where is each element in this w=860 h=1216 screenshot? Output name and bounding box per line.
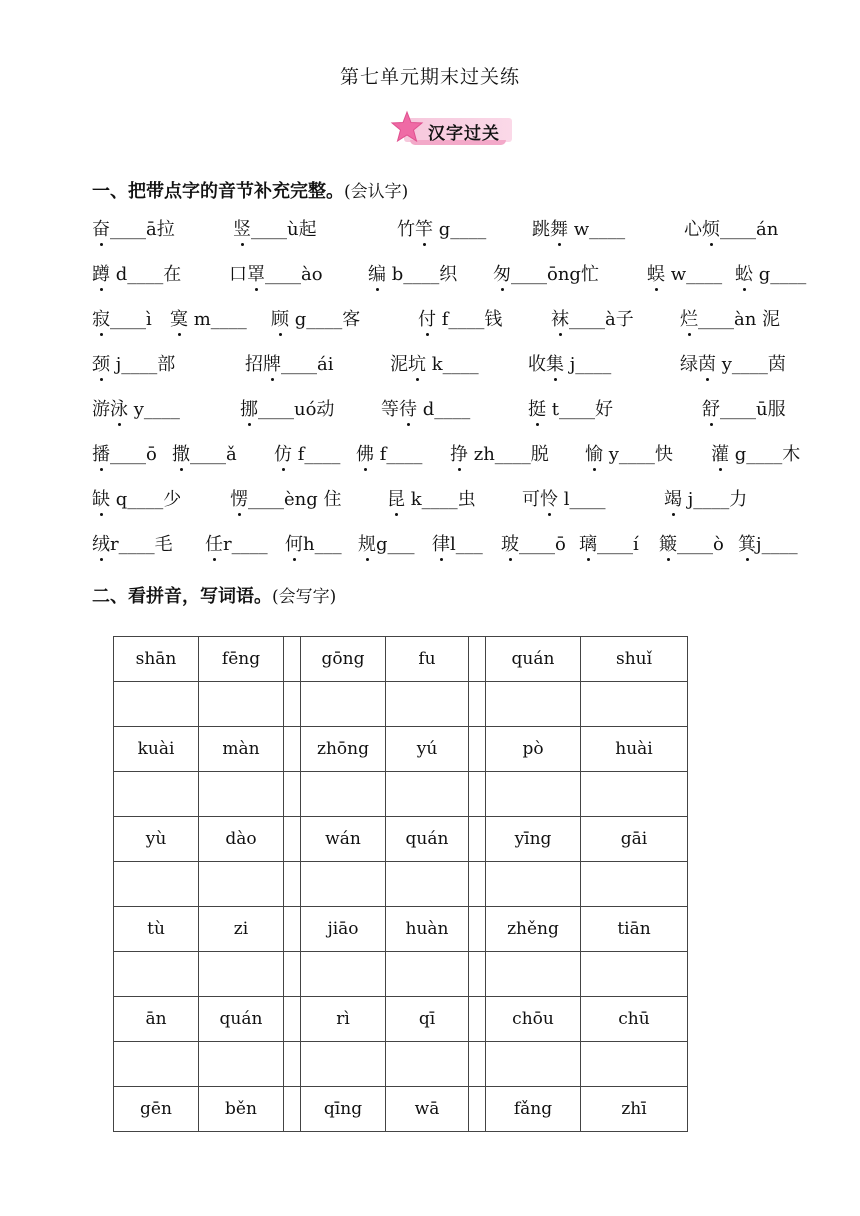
exercise-item[interactable] bbox=[738, 532, 798, 558]
pinyin-cell: yú bbox=[386, 727, 469, 772]
spacer-cell bbox=[284, 637, 301, 682]
pinyin-cell: quán bbox=[199, 997, 284, 1042]
spacer-cell bbox=[469, 772, 486, 817]
pinyin-cell: wā bbox=[386, 1087, 469, 1132]
writing-cell[interactable] bbox=[486, 682, 581, 727]
exercise-item[interactable] bbox=[647, 262, 722, 288]
item-text: r____ bbox=[223, 534, 268, 555]
exercise-item[interactable] bbox=[659, 532, 724, 558]
item-text: ____ū服 bbox=[720, 399, 786, 420]
item-text: ____í bbox=[597, 534, 639, 555]
exercise-item[interactable] bbox=[551, 307, 634, 333]
item-text: j____ bbox=[756, 534, 798, 555]
dotted-character: 坑 bbox=[408, 352, 426, 378]
pinyin-cell: fēng bbox=[199, 637, 284, 682]
exercise-item[interactable] bbox=[493, 262, 599, 288]
exercise-item[interactable] bbox=[233, 217, 317, 243]
exercise-item[interactable] bbox=[381, 397, 470, 423]
pinyin-row bbox=[114, 727, 688, 772]
dotted-character: 烂 bbox=[680, 307, 698, 333]
spacer-cell bbox=[284, 862, 301, 907]
pinyin-cell: shān bbox=[114, 637, 199, 682]
dotted-character: 茵 bbox=[698, 352, 716, 378]
item-text: l____ bbox=[558, 489, 606, 510]
writing-cell[interactable] bbox=[114, 952, 199, 997]
writing-cell[interactable] bbox=[199, 1042, 284, 1087]
dotted-character: 律 bbox=[432, 532, 450, 558]
pinyin-cell: gēn bbox=[114, 1087, 199, 1132]
exercise-item[interactable] bbox=[92, 307, 152, 333]
item-text: ____ō bbox=[110, 444, 157, 465]
item-text: m____ bbox=[188, 309, 247, 330]
section-badge bbox=[388, 114, 514, 148]
dotted-character: 玻 bbox=[501, 532, 519, 558]
dotted-character: 罩 bbox=[247, 262, 265, 288]
exercise-item[interactable] bbox=[522, 487, 605, 513]
dotted-character: 佛 bbox=[356, 442, 374, 468]
item-text: t____好 bbox=[546, 399, 613, 420]
exercise-row bbox=[0, 532, 860, 562]
exercise-item[interactable] bbox=[92, 262, 181, 288]
dotted-character: 蹲 bbox=[92, 262, 110, 288]
dotted-character: 袜 bbox=[551, 307, 569, 333]
item-text: g____木 bbox=[729, 444, 801, 465]
exercise-item[interactable] bbox=[664, 487, 747, 513]
item-text: 竹 bbox=[397, 219, 415, 240]
writing-cell[interactable] bbox=[114, 862, 199, 907]
dotted-character: 规 bbox=[358, 532, 376, 558]
item-text: w____ bbox=[568, 219, 626, 240]
writing-cell[interactable] bbox=[114, 682, 199, 727]
exercise-item[interactable] bbox=[680, 307, 780, 333]
writing-cell[interactable] bbox=[301, 682, 386, 727]
item-text: g____ bbox=[753, 264, 807, 285]
item-text: ____ō bbox=[519, 534, 566, 555]
dotted-character: 舒 bbox=[702, 397, 720, 423]
spacer-cell bbox=[284, 727, 301, 772]
exercise-item[interactable] bbox=[418, 307, 502, 333]
pinyin-cell: zhōng bbox=[301, 727, 386, 772]
item-text: j____ bbox=[564, 354, 612, 375]
pinyin-cell: chōu bbox=[486, 997, 581, 1042]
exercise-item[interactable] bbox=[92, 487, 181, 513]
writing-cell[interactable] bbox=[199, 952, 284, 997]
spacer-cell bbox=[284, 952, 301, 997]
spacer-cell bbox=[469, 1042, 486, 1087]
spacer-cell bbox=[469, 952, 486, 997]
exercise-item[interactable] bbox=[711, 442, 800, 468]
spacer-cell bbox=[284, 817, 301, 862]
exercise-item[interactable] bbox=[528, 352, 611, 378]
pinyin-row bbox=[114, 997, 688, 1042]
pinyin-cell: tiān bbox=[581, 907, 688, 952]
pinyin-cell: màn bbox=[199, 727, 284, 772]
pinyin-cell: fu bbox=[386, 637, 469, 682]
exercise-item[interactable] bbox=[680, 352, 786, 378]
exercise-item[interactable] bbox=[735, 262, 806, 288]
item-text: ____ào bbox=[265, 264, 323, 285]
writing-cell[interactable] bbox=[581, 862, 688, 907]
dotted-character: 编 bbox=[368, 262, 386, 288]
section1-heading-text: 一、把带点字的音节补充完整。 bbox=[92, 181, 344, 202]
item-text: j____力 bbox=[682, 489, 748, 510]
item-text: b____织 bbox=[386, 264, 458, 285]
exercise-item[interactable] bbox=[579, 532, 639, 558]
pinyin-writing-grid bbox=[113, 636, 688, 1132]
dotted-character: 璃 bbox=[579, 532, 597, 558]
badge-label: 汉字过关 bbox=[428, 124, 500, 144]
dotted-character: 泳 bbox=[110, 397, 128, 423]
pinyin-cell: tù bbox=[114, 907, 199, 952]
writing-cell[interactable] bbox=[386, 862, 469, 907]
spacer-cell bbox=[284, 682, 301, 727]
dotted-character: 竭 bbox=[664, 487, 682, 513]
item-text: ____à子 bbox=[569, 309, 634, 330]
dotted-character: 撒 bbox=[172, 442, 190, 468]
pinyin-row bbox=[114, 1087, 688, 1132]
writing-row bbox=[114, 862, 688, 907]
pinyin-row bbox=[114, 637, 688, 682]
spacer-cell bbox=[469, 637, 486, 682]
spacer-cell bbox=[469, 682, 486, 727]
dotted-character: 仿 bbox=[274, 442, 292, 468]
item-text: q____少 bbox=[110, 489, 182, 510]
item-text: ____uó动 bbox=[258, 399, 335, 420]
item-text: ____ò bbox=[677, 534, 724, 555]
exercise-item[interactable] bbox=[271, 307, 360, 333]
dotted-character: 昆 bbox=[387, 487, 405, 513]
spacer-cell bbox=[469, 907, 486, 952]
item-text: 游 bbox=[92, 399, 110, 420]
dotted-character: 缺 bbox=[92, 487, 110, 513]
dotted-character: 竿 bbox=[415, 217, 433, 243]
dotted-character: 寞 bbox=[170, 307, 188, 333]
writing-cell[interactable] bbox=[301, 952, 386, 997]
exercise-item[interactable] bbox=[356, 442, 422, 468]
spacer-cell bbox=[469, 817, 486, 862]
item-text: l___ bbox=[450, 534, 483, 555]
item-text: d____在 bbox=[110, 264, 182, 285]
item-text: 跳 bbox=[532, 219, 550, 240]
dotted-character: 寂 bbox=[92, 307, 110, 333]
item-text: 绿 bbox=[680, 354, 698, 375]
writing-cell[interactable] bbox=[301, 772, 386, 817]
exercise-item[interactable] bbox=[585, 442, 673, 468]
writing-cell[interactable] bbox=[301, 862, 386, 907]
exercise-item[interactable] bbox=[205, 532, 268, 558]
exercise-item[interactable] bbox=[170, 307, 247, 333]
item-text: 泥 bbox=[390, 354, 408, 375]
exercise-row bbox=[0, 397, 860, 427]
pinyin-cell: pò bbox=[486, 727, 581, 772]
writing-cell[interactable] bbox=[386, 952, 469, 997]
item-text: y____ bbox=[128, 399, 180, 420]
item-text: w____ bbox=[665, 264, 723, 285]
dotted-character: 播 bbox=[92, 442, 110, 468]
section1-note: (会认字) bbox=[344, 182, 409, 202]
dotted-character: 愣 bbox=[230, 487, 248, 513]
exercise-item[interactable] bbox=[397, 217, 486, 243]
dotted-character: 何 bbox=[285, 532, 303, 558]
writing-cell[interactable] bbox=[386, 772, 469, 817]
exercise-item[interactable] bbox=[240, 397, 334, 423]
pinyin-cell: qīng bbox=[301, 1087, 386, 1132]
spacer-cell bbox=[469, 862, 486, 907]
spacer-cell bbox=[284, 997, 301, 1042]
pinyin-cell: quán bbox=[386, 817, 469, 862]
dotted-character: 颈 bbox=[92, 352, 110, 378]
pinyin-cell: kuài bbox=[114, 727, 199, 772]
exercise-item[interactable] bbox=[501, 532, 566, 558]
exercise-item[interactable] bbox=[528, 397, 613, 423]
writing-cell[interactable] bbox=[581, 682, 688, 727]
item-text: ____ù起 bbox=[251, 219, 317, 240]
pinyin-cell: wán bbox=[301, 817, 386, 862]
writing-cell[interactable] bbox=[486, 772, 581, 817]
exercise-item[interactable] bbox=[172, 442, 237, 468]
item-text: ____ōng忙 bbox=[511, 264, 599, 285]
item-text: g____ bbox=[433, 219, 487, 240]
dotted-character: 竖 bbox=[233, 217, 251, 243]
dotted-character: 烦 bbox=[702, 217, 720, 243]
exercise-item[interactable] bbox=[229, 262, 323, 288]
item-text: h___ bbox=[303, 534, 342, 555]
dotted-character: 顾 bbox=[271, 307, 289, 333]
writing-cell[interactable] bbox=[199, 862, 284, 907]
item-text: k____ bbox=[426, 354, 479, 375]
dotted-character: 集 bbox=[546, 352, 564, 378]
spacer-cell bbox=[469, 727, 486, 772]
exercise-item[interactable] bbox=[358, 532, 415, 558]
writing-cell[interactable] bbox=[199, 772, 284, 817]
dotted-character: 奋 bbox=[92, 217, 110, 243]
dotted-character: 挣 bbox=[450, 442, 468, 468]
pinyin-cell: yīng bbox=[486, 817, 581, 862]
section2-note: (会写字) bbox=[272, 587, 337, 607]
writing-cell[interactable] bbox=[386, 1042, 469, 1087]
pinyin-cell: gōng bbox=[301, 637, 386, 682]
item-text: k____虫 bbox=[405, 489, 476, 510]
exercise-item[interactable] bbox=[450, 442, 549, 468]
dotted-character: 挪 bbox=[240, 397, 258, 423]
dotted-character: 付 bbox=[418, 307, 436, 333]
item-text: r____毛 bbox=[110, 534, 173, 555]
item-text: ____án bbox=[720, 219, 779, 240]
dotted-character: 待 bbox=[399, 397, 417, 423]
pinyin-row bbox=[114, 907, 688, 952]
dotted-character: 挺 bbox=[528, 397, 546, 423]
exercise-item[interactable] bbox=[387, 487, 476, 513]
item-text: ____ǎ bbox=[190, 444, 237, 465]
dotted-character: 舞 bbox=[550, 217, 568, 243]
writing-cell[interactable] bbox=[486, 862, 581, 907]
exercise-row bbox=[0, 217, 860, 247]
exercise-item[interactable] bbox=[92, 397, 180, 423]
spacer-cell bbox=[469, 1087, 486, 1132]
exercise-row bbox=[0, 352, 860, 382]
dotted-character: 簸 bbox=[659, 532, 677, 558]
writing-cell[interactable] bbox=[386, 682, 469, 727]
dotted-character: 箕 bbox=[738, 532, 756, 558]
spacer-cell bbox=[284, 772, 301, 817]
item-text: 心 bbox=[684, 219, 702, 240]
item-text: 收 bbox=[528, 354, 546, 375]
item-text: y____快 bbox=[603, 444, 673, 465]
pinyin-cell: rì bbox=[301, 997, 386, 1042]
item-text: g____客 bbox=[289, 309, 361, 330]
pinyin-row bbox=[114, 817, 688, 862]
pinyin-cell: yù bbox=[114, 817, 199, 862]
pinyin-cell: zhī bbox=[581, 1087, 688, 1132]
writing-cell[interactable] bbox=[486, 952, 581, 997]
writing-cell[interactable] bbox=[301, 1042, 386, 1087]
pinyin-cell: zi bbox=[199, 907, 284, 952]
exercise-row bbox=[0, 307, 860, 337]
exercise-item[interactable] bbox=[702, 397, 786, 423]
exercise-item[interactable] bbox=[92, 532, 173, 558]
exercise-item[interactable] bbox=[285, 532, 342, 558]
writing-row bbox=[114, 682, 688, 727]
dotted-character: 匆 bbox=[493, 262, 511, 288]
item-text: ____ì bbox=[110, 309, 152, 330]
exercise-item[interactable] bbox=[390, 352, 479, 378]
star-icon bbox=[390, 110, 424, 144]
pinyin-cell: ān bbox=[114, 997, 199, 1042]
spacer-cell bbox=[284, 1042, 301, 1087]
writing-cell[interactable] bbox=[114, 772, 199, 817]
item-text: 口 bbox=[229, 264, 247, 285]
writing-cell[interactable] bbox=[486, 1042, 581, 1087]
pinyin-cell: zhěng bbox=[486, 907, 581, 952]
writing-cell[interactable] bbox=[581, 952, 688, 997]
pinyin-cell: běn bbox=[199, 1087, 284, 1132]
pinyin-cell: dào bbox=[199, 817, 284, 862]
pinyin-cell: chū bbox=[581, 997, 688, 1042]
item-text: g___ bbox=[376, 534, 415, 555]
pinyin-cell: shuǐ bbox=[581, 637, 688, 682]
item-text: ____ái bbox=[281, 354, 334, 375]
exercise-item[interactable] bbox=[92, 352, 175, 378]
dotted-character: 怜 bbox=[540, 487, 558, 513]
writing-cell[interactable] bbox=[199, 682, 284, 727]
pinyin-cell: gāi bbox=[581, 817, 688, 862]
writing-row bbox=[114, 1042, 688, 1087]
item-text: ____ā拉 bbox=[110, 219, 175, 240]
item-text: 等 bbox=[381, 399, 399, 420]
item-text: f____ bbox=[374, 444, 423, 465]
section1-heading bbox=[92, 177, 408, 203]
writing-row bbox=[114, 952, 688, 997]
dotted-character: 蚣 bbox=[735, 262, 753, 288]
spacer-cell bbox=[284, 907, 301, 952]
pinyin-cell: quán bbox=[486, 637, 581, 682]
dotted-character: 绒 bbox=[92, 532, 110, 558]
exercise-row bbox=[0, 442, 860, 472]
pinyin-cell: qī bbox=[386, 997, 469, 1042]
dotted-character: 蜈 bbox=[647, 262, 665, 288]
dotted-character: 任 bbox=[205, 532, 223, 558]
spacer-cell bbox=[469, 997, 486, 1042]
pinyin-cell: fǎng bbox=[486, 1087, 581, 1132]
exercise-item[interactable] bbox=[92, 217, 175, 243]
item-text: 可 bbox=[522, 489, 540, 510]
exercise-item[interactable] bbox=[368, 262, 457, 288]
pinyin-cell: huài bbox=[581, 727, 688, 772]
writing-cell[interactable] bbox=[581, 1042, 688, 1087]
exercise-item[interactable] bbox=[230, 487, 342, 513]
dotted-character: 牌 bbox=[263, 352, 281, 378]
section2-heading bbox=[92, 582, 336, 608]
exercise-item[interactable] bbox=[245, 352, 334, 378]
writing-row bbox=[114, 772, 688, 817]
item-text: 招 bbox=[245, 354, 263, 375]
item-text: ____èng 住 bbox=[248, 489, 342, 510]
pinyin-cell: jiāo bbox=[301, 907, 386, 952]
item-text: d____ bbox=[417, 399, 471, 420]
exercise-item[interactable] bbox=[92, 442, 157, 468]
item-text: y____茵 bbox=[716, 354, 786, 375]
writing-cell[interactable] bbox=[114, 1042, 199, 1087]
item-text: ____àn 泥 bbox=[698, 309, 781, 330]
pinyin-cell: huàn bbox=[386, 907, 469, 952]
item-text: f____钱 bbox=[436, 309, 503, 330]
exercise-item[interactable] bbox=[684, 217, 778, 243]
exercise-item[interactable] bbox=[532, 217, 625, 243]
writing-cell[interactable] bbox=[581, 772, 688, 817]
exercise-row bbox=[0, 262, 860, 292]
exercise-item[interactable] bbox=[432, 532, 483, 558]
page-title: 第七单元期末过关练 bbox=[339, 66, 520, 88]
dotted-character: 愉 bbox=[585, 442, 603, 468]
dotted-character: 灌 bbox=[711, 442, 729, 468]
spacer-cell bbox=[284, 1087, 301, 1132]
exercise-row bbox=[0, 487, 860, 517]
exercise-item[interactable] bbox=[274, 442, 340, 468]
item-text: zh____脱 bbox=[468, 444, 549, 465]
item-text: f____ bbox=[292, 444, 341, 465]
item-text: j____部 bbox=[110, 354, 176, 375]
section2-heading-text: 二、看拼音，写词语。 bbox=[92, 586, 272, 607]
